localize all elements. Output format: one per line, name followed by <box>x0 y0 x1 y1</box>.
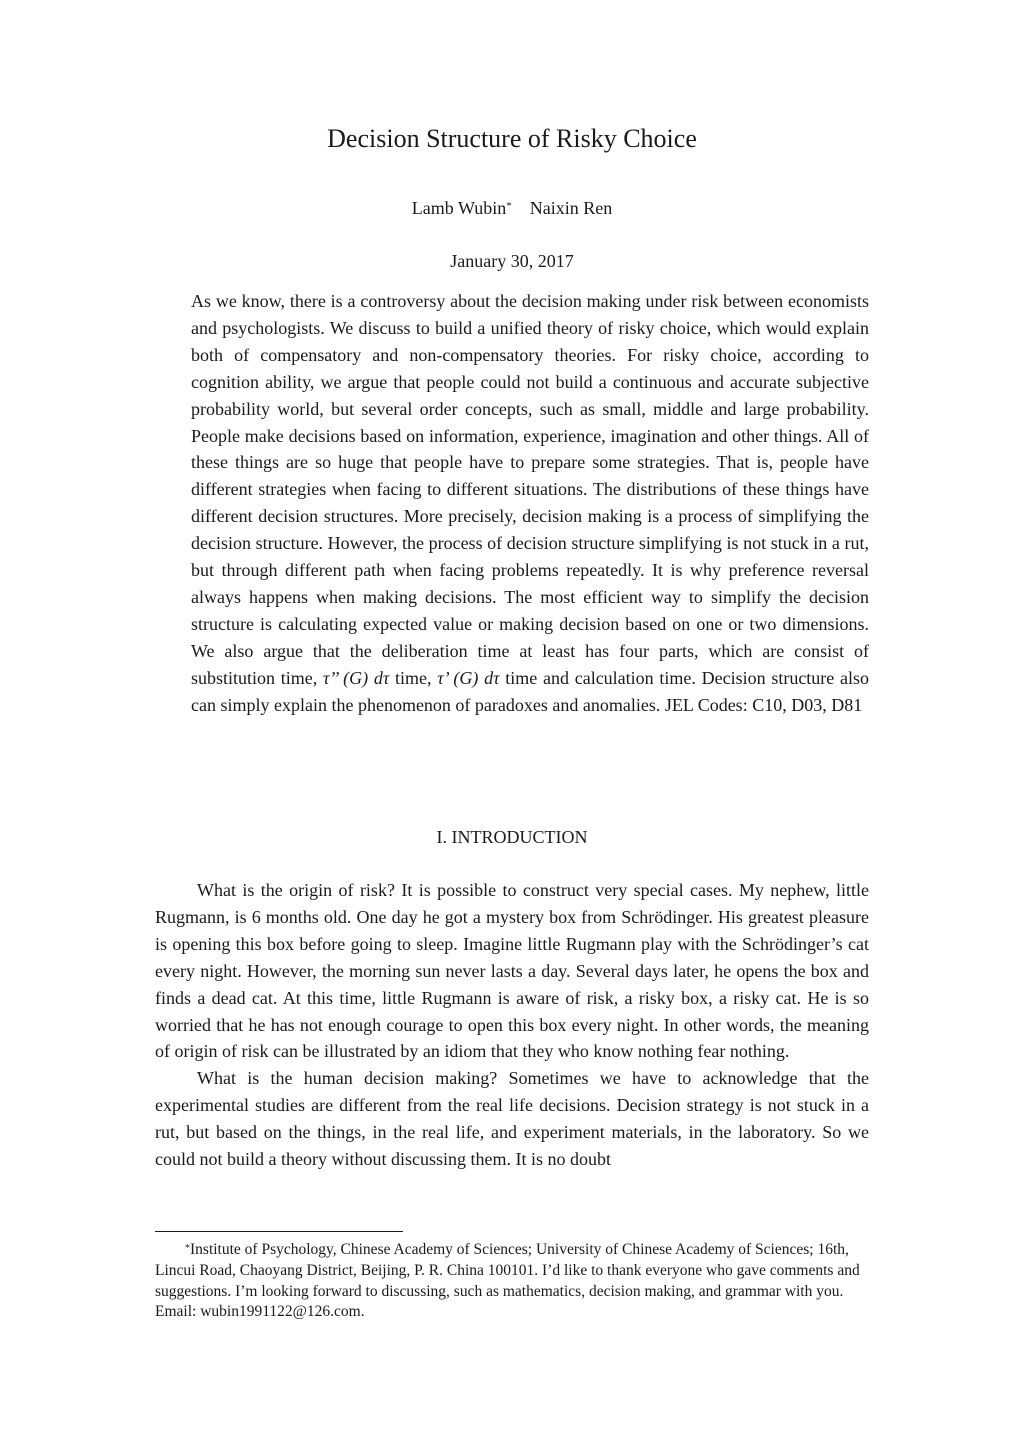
body-paragraph-2: What is the human decision making? Sometimes we have to acknowledge that the experimental studies are different from the real life decisions. Decision strategy is not stuck in a rut, but based on the things, in the real life, and experiment materials, in the laboratory. So we could not build a theory without discussing them. It is no doubt <box>155 1068 869 1170</box>
author-name-1: Lamb Wubin <box>411 198 507 218</box>
paper-date: January 30, 2017 <box>450 251 574 271</box>
abstract-formula-1: τ’’ (G) dτ <box>322 667 390 688</box>
abstract-text-3: time and calculation time. Decision structure also can simply explain the phenomenon of paradoxes and anomalies. JEL Codes: C10, D03, D81 <box>191 667 870 715</box>
author-name-2: Naixin Ren <box>529 198 613 218</box>
abstract-text-1: As we know, there is a controversy about the decision making under risk between economists and psychologists. We discuss to build a unified theory of risky choice, which would explain both of compensatory and non-compensatory theories. For risky choice, according to cognition ability, we argue that people could not build a continuous and accurate subjective probability world, but several order concepts, such as small, middle and large probability. People make decisions based on information, experience, imagination and other things. All of these things are so huge that people have to prepare some strategies. That is, people have different strategies when facing to different situations. The distributions of these things have different decision structures. More precisely, decision making is a process of simplifying the decision structure. However, the process of decision structure simplifying is not stuck in a rut, but through different path when facing problems repeatedly. It is why preference reversal always happens when making decisions. The most efficient way to simplify the decision structure is calculating expected value or making decision based on one or two dimensions. We also argue that the deliberation time at least has four parts, which are consist of substitution time, <box>191 291 869 688</box>
abstract <box>191 288 869 719</box>
section-heading: I. INTRODUCTION <box>436 827 588 847</box>
abstract-formula-2: τ’ (G) dτ <box>437 667 500 688</box>
footnote-text: Institute of Psychology, Chinese Academy of Sciences; University of Chinese Academy of Sciences; 16th, Lincui Road, Chaoyang District, Beijing, P. R. China 100101. I’d like to thank everyone who gave comments and suggestions. I’m looking forward to discussing, such as mathematics, decision making, and grammar with you. Email: wubin1991122@126.com. <box>155 1241 860 1321</box>
footnote-mark: * <box>185 1243 190 1254</box>
body-text <box>155 877 869 1173</box>
body-paragraph-1: What is the origin of risk? It is possible to construct very special cases. My nephew, little Rugmann, is 6 months old. One day he got a mystery box from Schrödinger. His greatest pleasure is opening this box before going to sleep. Imagine little Rugmann play with the Schrödinger’s cat every night. However, the morning sun never lasts a day. Several days later, he opens the box and finds a dead cat. At this time, little Rugmann is aware of risk, a risky box, a risky cat. He is so worried that he has not enough courage to open this box every night. In other words, the meaning of origin of risk can be illustrated by an idiom that they who know nothing fear nothing. <box>155 880 869 1062</box>
author-line <box>0 195 1024 221</box>
paper-title: Decision Structure of Risky Choice <box>327 124 697 153</box>
footnote-divider <box>155 1231 403 1232</box>
footnote-marker: * <box>506 200 512 212</box>
footnote <box>155 1240 869 1323</box>
abstract-text-2: time, <box>389 667 438 688</box>
